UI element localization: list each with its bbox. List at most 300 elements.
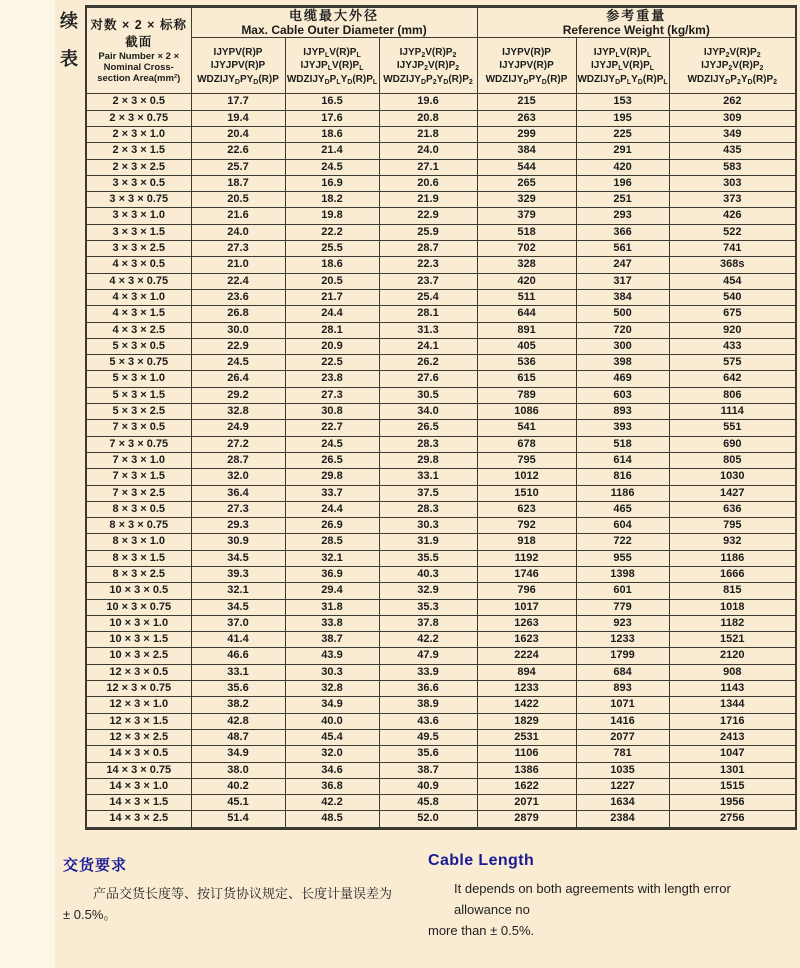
- value-cell: 27.1: [379, 159, 477, 175]
- value-cell: 34.9: [285, 697, 379, 713]
- row-label: 3 × 3 × 0.75: [86, 192, 191, 208]
- row-label: 3 × 3 × 1.0: [86, 208, 191, 224]
- value-cell: 24.1: [379, 338, 477, 354]
- cable-spec-table: [85, 5, 797, 830]
- table-row: [86, 404, 796, 420]
- value-cell: 329: [477, 192, 576, 208]
- cable-length-text-line2: more than ± 0.5%.: [428, 922, 535, 938]
- continued-char-2: 表: [60, 49, 78, 69]
- row-label: 5 × 3 × 0.5: [86, 338, 191, 354]
- row-label: 2 × 3 × 2.5: [86, 159, 191, 175]
- row-label: 12 × 3 × 1.0: [86, 697, 191, 713]
- type-header-col-1: IJYPV(R)P IJYJPV(R)P $WDZIJY_DPY_D(R)P$: [191, 38, 285, 94]
- value-cell: 34.0: [379, 404, 477, 420]
- table-row: [86, 583, 796, 599]
- value-cell: 35.3: [379, 599, 477, 615]
- row-label: 14 × 3 × 1.5: [86, 795, 191, 811]
- value-cell: 51.4: [191, 811, 285, 828]
- table-row: [86, 485, 796, 501]
- value-cell: 20.4: [191, 126, 285, 142]
- row-label: 12 × 3 × 1.5: [86, 713, 191, 729]
- value-cell: 1086: [477, 404, 576, 420]
- continued-table-label: [58, 7, 80, 71]
- value-cell: 33.9: [379, 664, 477, 680]
- value-cell: 908: [669, 664, 796, 680]
- value-cell: 45.4: [285, 729, 379, 745]
- delivery-requirements-text-line2: ± 0.5%。: [63, 906, 117, 922]
- value-cell: 36.6: [379, 681, 477, 697]
- value-cell: 26.5: [285, 452, 379, 468]
- delivery-requirements-section: [63, 854, 398, 926]
- value-cell: 636: [669, 501, 796, 517]
- value-cell: 1233: [576, 632, 669, 648]
- table-row: [86, 355, 796, 371]
- value-cell: 23.8: [285, 371, 379, 387]
- value-cell: 1071: [576, 697, 669, 713]
- type-header-col-6: $IJYP_2V(R)P_2$ $IJYJP_2V(R)P_2$ $WDZIJY_DP_2Y_D(R)P_2$: [669, 38, 796, 94]
- table-row: [86, 469, 796, 485]
- row-label: 14 × 3 × 1.0: [86, 778, 191, 794]
- value-cell: 469: [576, 371, 669, 387]
- table-row: [86, 94, 796, 110]
- value-cell: 40.2: [191, 778, 285, 794]
- value-cell: 702: [477, 241, 576, 257]
- value-cell: 22.9: [379, 208, 477, 224]
- table-row: [86, 192, 796, 208]
- table-row: [86, 436, 796, 452]
- value-cell: 1233: [477, 681, 576, 697]
- row-label: 3 × 3 × 2.5: [86, 241, 191, 257]
- value-cell: 690: [669, 436, 796, 452]
- value-cell: 26.8: [191, 306, 285, 322]
- value-cell: 30.8: [285, 404, 379, 420]
- value-cell: 500: [576, 306, 669, 322]
- table-row: [86, 518, 796, 534]
- value-cell: 28.5: [285, 534, 379, 550]
- value-cell: 43.9: [285, 648, 379, 664]
- value-cell: 932: [669, 534, 796, 550]
- table-row: [86, 175, 796, 191]
- value-cell: 1422: [477, 697, 576, 713]
- value-cell: 40.0: [285, 713, 379, 729]
- value-cell: 2071: [477, 795, 576, 811]
- value-cell: 781: [576, 746, 669, 762]
- row-label: 8 × 3 × 1.0: [86, 534, 191, 550]
- table-row: [86, 159, 796, 175]
- value-cell: 293: [576, 208, 669, 224]
- row-label: 8 × 3 × 0.5: [86, 501, 191, 517]
- row-label: 2 × 3 × 0.75: [86, 110, 191, 126]
- value-cell: 16.5: [285, 94, 379, 110]
- value-cell: 24.5: [285, 436, 379, 452]
- row-label: 7 × 3 × 2.5: [86, 485, 191, 501]
- value-cell: 1799: [576, 648, 669, 664]
- row-label: 5 × 3 × 2.5: [86, 404, 191, 420]
- table-row: [86, 224, 796, 240]
- value-cell: 955: [576, 550, 669, 566]
- value-cell: 1344: [669, 697, 796, 713]
- value-cell: 22.3: [379, 257, 477, 273]
- type-header-row: [86, 38, 796, 94]
- value-cell: 16.9: [285, 175, 379, 191]
- value-cell: 426: [669, 208, 796, 224]
- cable-length-text-line1: It depends on both agreements with length error allowance no: [454, 881, 731, 917]
- table-row: [86, 241, 796, 257]
- value-cell: 24.4: [285, 501, 379, 517]
- value-cell: 1182: [669, 615, 796, 631]
- table-row: [86, 306, 796, 322]
- value-cell: 247: [576, 257, 669, 273]
- table-row: [86, 762, 796, 778]
- value-cell: 511: [477, 289, 576, 305]
- value-cell: 28.7: [191, 452, 285, 468]
- row-label: 2 × 3 × 1.5: [86, 143, 191, 159]
- value-cell: 26.4: [191, 371, 285, 387]
- table-row: [86, 371, 796, 387]
- value-cell: 1012: [477, 469, 576, 485]
- value-cell: 373: [669, 192, 796, 208]
- group-weight-zh: 参考重量: [606, 8, 667, 23]
- value-cell: 540: [669, 289, 796, 305]
- value-cell: 893: [576, 681, 669, 697]
- value-cell: 309: [669, 110, 796, 126]
- value-cell: 642: [669, 371, 796, 387]
- row-label: 8 × 3 × 2.5: [86, 567, 191, 583]
- value-cell: 153: [576, 94, 669, 110]
- value-cell: 21.8: [379, 126, 477, 142]
- row-label: 8 × 3 × 1.5: [86, 550, 191, 566]
- value-cell: 262: [669, 94, 796, 110]
- value-cell: 265: [477, 175, 576, 191]
- row-label: 12 × 3 × 0.5: [86, 664, 191, 680]
- value-cell: 22.5: [285, 355, 379, 371]
- value-cell: 36.8: [285, 778, 379, 794]
- value-cell: 42.8: [191, 713, 285, 729]
- group-weight-en: Reference Weight (kg/km): [562, 22, 710, 37]
- value-cell: 38.9: [379, 697, 477, 713]
- value-cell: 34.5: [191, 550, 285, 566]
- row-label: 14 × 3 × 2.5: [86, 811, 191, 828]
- value-cell: 2120: [669, 648, 796, 664]
- value-cell: 522: [669, 224, 796, 240]
- col1-header-en-line3: section Area(mm²): [97, 73, 181, 85]
- value-cell: 33.1: [191, 664, 285, 680]
- col1-header: [86, 7, 191, 94]
- row-label: 5 × 3 × 1.0: [86, 371, 191, 387]
- value-cell: 1106: [477, 746, 576, 762]
- value-cell: 1035: [576, 762, 669, 778]
- value-cell: 722: [576, 534, 669, 550]
- value-cell: 32.1: [285, 550, 379, 566]
- group-header-row: [86, 7, 796, 38]
- row-label: 10 × 3 × 2.5: [86, 648, 191, 664]
- table-row: [86, 322, 796, 338]
- value-cell: 2879: [477, 811, 576, 828]
- value-cell: 28.7: [379, 241, 477, 257]
- value-cell: 518: [477, 224, 576, 240]
- table-row: [86, 729, 796, 745]
- value-cell: 923: [576, 615, 669, 631]
- value-cell: 575: [669, 355, 796, 371]
- row-label: 14 × 3 × 0.5: [86, 746, 191, 762]
- value-cell: 1114: [669, 404, 796, 420]
- value-cell: 20.5: [285, 273, 379, 289]
- value-cell: 20.9: [285, 338, 379, 354]
- value-cell: 1521: [669, 632, 796, 648]
- value-cell: 22.9: [191, 338, 285, 354]
- value-cell: 1047: [669, 746, 796, 762]
- value-cell: 2077: [576, 729, 669, 745]
- table-row: [86, 550, 796, 566]
- value-cell: 25.5: [285, 241, 379, 257]
- value-cell: 27.3: [191, 501, 285, 517]
- value-cell: 24.5: [191, 355, 285, 371]
- value-cell: 52.0: [379, 811, 477, 828]
- value-cell: 1186: [576, 485, 669, 501]
- value-cell: 806: [669, 387, 796, 403]
- value-cell: 1030: [669, 469, 796, 485]
- value-cell: 30.3: [379, 518, 477, 534]
- value-cell: 32.0: [191, 469, 285, 485]
- value-cell: 420: [477, 273, 576, 289]
- value-cell: 2413: [669, 729, 796, 745]
- table-row: [86, 615, 796, 631]
- value-cell: 31.3: [379, 322, 477, 338]
- value-cell: 720: [576, 322, 669, 338]
- row-label: 10 × 3 × 1.5: [86, 632, 191, 648]
- value-cell: 28.3: [379, 436, 477, 452]
- table-row: [86, 697, 796, 713]
- value-cell: 603: [576, 387, 669, 403]
- value-cell: 536: [477, 355, 576, 371]
- value-cell: 1716: [669, 713, 796, 729]
- value-cell: 24.4: [285, 306, 379, 322]
- row-label: 7 × 3 × 0.5: [86, 420, 191, 436]
- value-cell: 27.6: [379, 371, 477, 387]
- value-cell: 42.2: [285, 795, 379, 811]
- value-cell: 518: [576, 436, 669, 452]
- row-label: 12 × 3 × 2.5: [86, 729, 191, 745]
- value-cell: 583: [669, 159, 796, 175]
- value-cell: 40.9: [379, 778, 477, 794]
- type-header-col-4: IJYPV(R)P IJYJPV(R)P $WDZIJY_DPY_D(R)P$: [477, 38, 576, 94]
- value-cell: 2224: [477, 648, 576, 664]
- table-row: [86, 501, 796, 517]
- value-cell: 38.7: [379, 762, 477, 778]
- value-cell: 614: [576, 452, 669, 468]
- value-cell: 19.4: [191, 110, 285, 126]
- value-cell: 299: [477, 126, 576, 142]
- value-cell: 22.2: [285, 224, 379, 240]
- value-cell: 195: [576, 110, 669, 126]
- value-cell: 393: [576, 420, 669, 436]
- value-cell: 48.5: [285, 811, 379, 828]
- value-cell: 33.1: [379, 469, 477, 485]
- value-cell: 39.3: [191, 567, 285, 583]
- value-cell: 349: [669, 126, 796, 142]
- value-cell: 38.0: [191, 762, 285, 778]
- value-cell: 21.9: [379, 192, 477, 208]
- value-cell: 37.5: [379, 485, 477, 501]
- value-cell: 623: [477, 501, 576, 517]
- value-cell: 21.0: [191, 257, 285, 273]
- value-cell: 31.8: [285, 599, 379, 615]
- value-cell: 1301: [669, 762, 796, 778]
- value-cell: 1746: [477, 567, 576, 583]
- row-label: 4 × 3 × 0.5: [86, 257, 191, 273]
- value-cell: 21.7: [285, 289, 379, 305]
- value-cell: 215: [477, 94, 576, 110]
- value-cell: 22.6: [191, 143, 285, 159]
- value-cell: 779: [576, 599, 669, 615]
- value-cell: 32.8: [285, 681, 379, 697]
- value-cell: 24.9: [191, 420, 285, 436]
- table-row: [86, 387, 796, 403]
- value-cell: 28.1: [379, 306, 477, 322]
- row-label: 2 × 3 × 1.0: [86, 126, 191, 142]
- value-cell: 544: [477, 159, 576, 175]
- value-cell: 678: [477, 436, 576, 452]
- value-cell: 34.5: [191, 599, 285, 615]
- value-cell: 46.6: [191, 648, 285, 664]
- value-cell: 328: [477, 257, 576, 273]
- value-cell: 32.0: [285, 746, 379, 762]
- value-cell: 1416: [576, 713, 669, 729]
- value-cell: 1427: [669, 485, 796, 501]
- table-row: [86, 273, 796, 289]
- value-cell: 1634: [576, 795, 669, 811]
- value-cell: 18.2: [285, 192, 379, 208]
- value-cell: 805: [669, 452, 796, 468]
- table-row: [86, 567, 796, 583]
- row-label: 5 × 3 × 0.75: [86, 355, 191, 371]
- table-row: [86, 664, 796, 680]
- value-cell: 251: [576, 192, 669, 208]
- value-cell: 48.7: [191, 729, 285, 745]
- value-cell: 27.3: [285, 387, 379, 403]
- value-cell: 1186: [669, 550, 796, 566]
- table-row: [86, 632, 796, 648]
- value-cell: 384: [576, 289, 669, 305]
- value-cell: 1829: [477, 713, 576, 729]
- table-row: [86, 681, 796, 697]
- row-label: 7 × 3 × 0.75: [86, 436, 191, 452]
- value-cell: 32.8: [191, 404, 285, 420]
- table-row: [86, 338, 796, 354]
- value-cell: 1018: [669, 599, 796, 615]
- value-cell: 604: [576, 518, 669, 534]
- value-cell: 25.7: [191, 159, 285, 175]
- col1-header-en-line2: Nominal Cross-: [103, 61, 174, 73]
- value-cell: 41.4: [191, 632, 285, 648]
- value-cell: 34.6: [285, 762, 379, 778]
- table-row: [86, 811, 796, 828]
- value-cell: 420: [576, 159, 669, 175]
- value-cell: 45.8: [379, 795, 477, 811]
- value-cell: 29.8: [285, 469, 379, 485]
- value-cell: 384: [477, 143, 576, 159]
- value-cell: 35.6: [379, 746, 477, 762]
- value-cell: 47.9: [379, 648, 477, 664]
- value-cell: 17.6: [285, 110, 379, 126]
- value-cell: 45.1: [191, 795, 285, 811]
- table-row: [86, 713, 796, 729]
- value-cell: 18.7: [191, 175, 285, 191]
- value-cell: 29.3: [191, 518, 285, 534]
- value-cell: 40.3: [379, 567, 477, 583]
- value-cell: 26.9: [285, 518, 379, 534]
- value-cell: 21.6: [191, 208, 285, 224]
- value-cell: 25.4: [379, 289, 477, 305]
- row-label: 4 × 3 × 2.5: [86, 322, 191, 338]
- value-cell: 19.8: [285, 208, 379, 224]
- value-cell: 26.2: [379, 355, 477, 371]
- table-body: [86, 94, 796, 828]
- value-cell: 19.6: [379, 94, 477, 110]
- table-row: [86, 648, 796, 664]
- value-cell: 561: [576, 241, 669, 257]
- value-cell: 24.5: [285, 159, 379, 175]
- value-cell: 18.6: [285, 126, 379, 142]
- value-cell: 27.2: [191, 436, 285, 452]
- value-cell: 30.5: [379, 387, 477, 403]
- value-cell: 379: [477, 208, 576, 224]
- value-cell: 30.9: [191, 534, 285, 550]
- value-cell: 454: [669, 273, 796, 289]
- value-cell: 541: [477, 420, 576, 436]
- value-cell: 405: [477, 338, 576, 354]
- value-cell: 29.2: [191, 387, 285, 403]
- value-cell: 225: [576, 126, 669, 142]
- value-cell: 792: [477, 518, 576, 534]
- value-cell: 18.6: [285, 257, 379, 273]
- value-cell: 21.4: [285, 143, 379, 159]
- row-label: 3 × 3 × 0.5: [86, 175, 191, 191]
- value-cell: 1666: [669, 567, 796, 583]
- value-cell: 36.9: [285, 567, 379, 583]
- value-cell: 893: [576, 404, 669, 420]
- value-cell: 38.2: [191, 697, 285, 713]
- value-cell: 741: [669, 241, 796, 257]
- value-cell: 32.9: [379, 583, 477, 599]
- col1-header-en-line1: Pair Number × 2 ×: [98, 50, 180, 62]
- row-label: 4 × 3 × 0.75: [86, 273, 191, 289]
- table-row: [86, 143, 796, 159]
- value-cell: 23.6: [191, 289, 285, 305]
- value-cell: 31.9: [379, 534, 477, 550]
- value-cell: 433: [669, 338, 796, 354]
- value-cell: 17.7: [191, 94, 285, 110]
- value-cell: 34.9: [191, 746, 285, 762]
- group-header-diameter: [191, 7, 477, 38]
- value-cell: 20.6: [379, 175, 477, 191]
- table-row: [86, 208, 796, 224]
- value-cell: 815: [669, 583, 796, 599]
- value-cell: 22.7: [285, 420, 379, 436]
- table-row: [86, 110, 796, 126]
- value-cell: 38.7: [285, 632, 379, 648]
- value-cell: 644: [477, 306, 576, 322]
- table-row: [86, 420, 796, 436]
- value-cell: 795: [669, 518, 796, 534]
- value-cell: 601: [576, 583, 669, 599]
- value-cell: 30.0: [191, 322, 285, 338]
- type-header-col-5: $IJYP_LV(R)P_L$ $IJYJP_LV(R)P_L$ $WDZIJY_DP_LY_D(R)P_L$: [576, 38, 669, 94]
- value-cell: 303: [669, 175, 796, 191]
- row-label: 4 × 3 × 1.5: [86, 306, 191, 322]
- value-cell: 49.5: [379, 729, 477, 745]
- value-cell: 920: [669, 322, 796, 338]
